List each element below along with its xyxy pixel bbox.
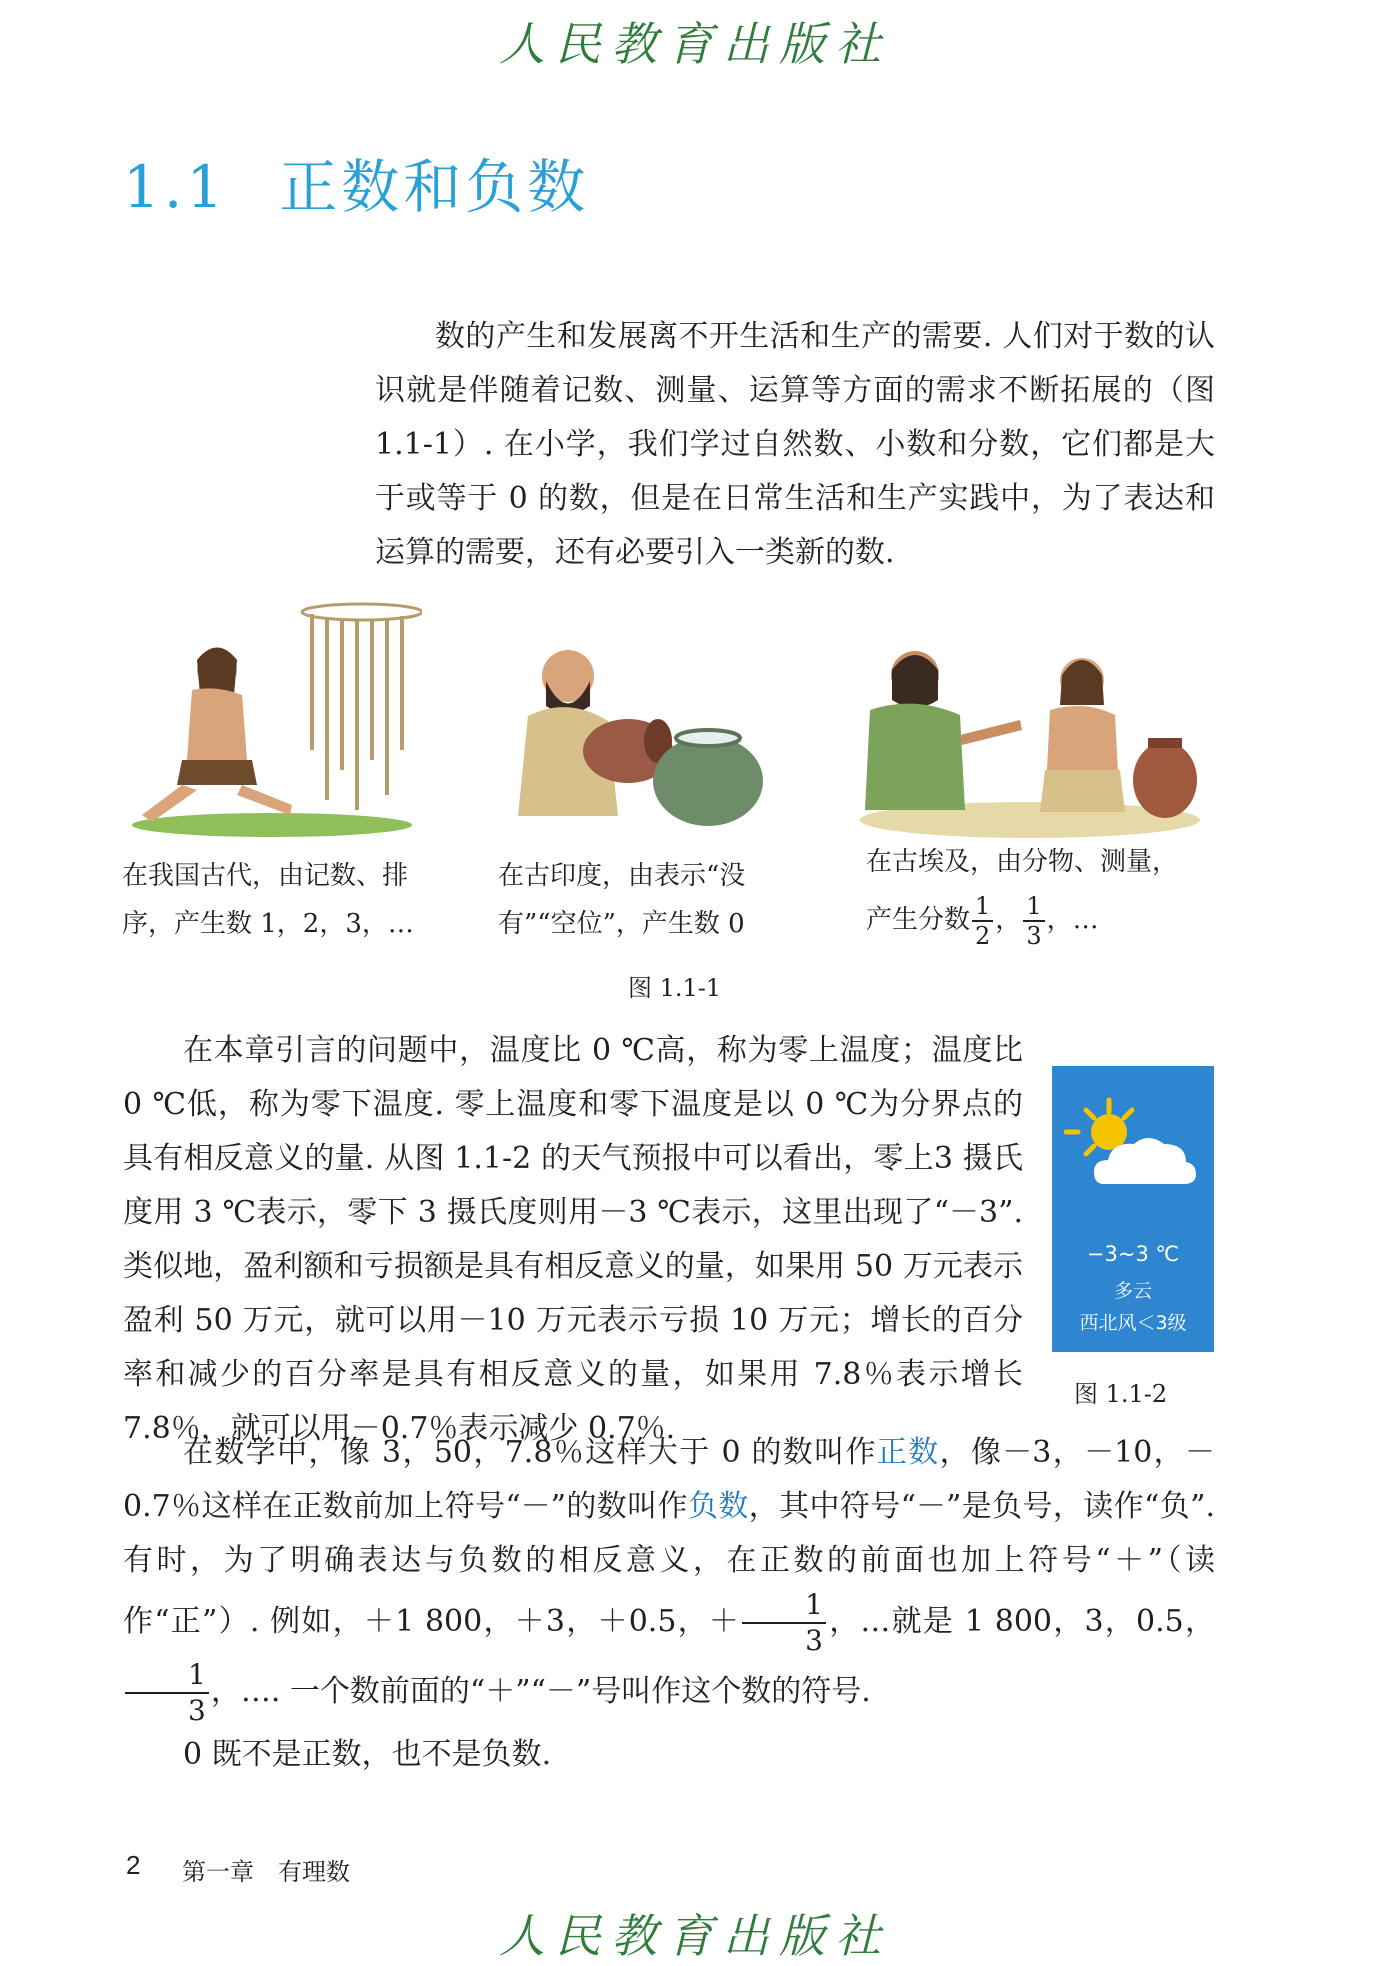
definition-section — [123, 1426, 1215, 1782]
illustration-indian-pots — [498, 636, 778, 836]
fraction-one-third: $\frac{1}{3}$ — [125, 1658, 209, 1728]
fraction-one-third: $\frac{1}{3}$ — [1023, 892, 1044, 950]
figure-label-2: 图 1.1-2 — [1074, 1380, 1168, 1408]
publisher-footer: 人民教育出版社 — [499, 1909, 891, 1963]
figure-label-1: 图 1.1-1 — [628, 974, 722, 1002]
weather-condition: 多云 — [1113, 1280, 1152, 1302]
temperature-paragraph: 在本章引言的问题中，温度比 0 ℃高，称为零上温度；温度比 0 ℃低，称为零下温度. 零上温度和零下温度是以 0 ℃为分界点的具有相反意义的量. 从图 1.1-2 的天气预报中可以看出，零上3 摄氏度用 3 ℃表示，零下 3 摄氏度则用－3 ℃表示，这里出现了“－3”. 类似地，盈利额和亏损额是具有相反意义的量，如果用 50 万元表示盈利 50 万元，就可以用－10 万元表示亏损 10 万元；增长的百分率和减少的百分率是具有相反意义的量，如果用 7.8％表示增长 7.8％，就可以用－0.7％表示减少 0.7％. — [123, 1033, 1023, 1446]
fraction-one-third: $\frac{1}{3}$ — [742, 1588, 826, 1658]
publisher-header: 人民教育出版社 — [499, 17, 891, 71]
fraction-one-half: $\frac{1}{2}$ — [972, 892, 993, 950]
partly-cloudy-icon — [1064, 1096, 1204, 1196]
term-positive-number: 正数 — [876, 1435, 940, 1470]
weather-temperature: −3~3 ℃ — [1086, 1242, 1180, 1266]
illustration-knot-counting — [122, 600, 422, 840]
term-negative-number: 负数 — [687, 1489, 749, 1524]
page-number: 2 — [126, 1850, 141, 1880]
section-title — [123, 140, 589, 224]
weather-forecast-card — [1052, 1066, 1214, 1352]
weather-wind: 西北风＜3级 — [1079, 1312, 1187, 1334]
intro-paragraph: 数的产生和发展离不开生活和生产的需要. 人们对于数的认识就是伴随着记数、测量、运算等方面的需求不断拓展的（图 1.1-1）. 在小学，我们学过自然数、小数和分数，它们都是大于或等于 0 的数，但是在日常生活和生产实践中，为了表达和运算的需要，还有必要引入一类新的数. — [375, 319, 1215, 570]
section-number: 1.1 — [123, 153, 228, 221]
definition-paragraph: 在数学中，像 3，50，7.8％这样大于 0 的数叫作正数，像－3，－10，－0.7％这样在正数前加上符号“－”的数叫作负数，其中符号“－”是负号，读作“负”. 有时，为了明确表达与负数的相反意义，在正数的前面也加上符号“＋”（读作“正”）. 例如，＋1 800，＋3，＋0.5，＋ $\frac{1}{3}$ ，…就是 1 800，3，0.5， $\frac{1}{3}$ ，…. 一个数前面的“＋”“－”号叫作这个数的符号. — [123, 1435, 1215, 1727]
illustration-egyptian-dividing — [850, 640, 1210, 840]
figure-caption-egypt: 在古埃及，由分物、测量， 产生分数 $\frac{1}{2}$ ， $\frac{1}{3}$ ，… — [866, 847, 1179, 950]
section-name: 正数和负数 — [279, 153, 590, 221]
figure-caption-india: 在古印度，由表示“没 有”“空位”，产生数 0 — [498, 861, 746, 939]
chapter-title: 第一章 有理数 — [182, 1858, 350, 1886]
figure-caption-china: 在我国古代，由记数、排 序，产生数 1，2，3，… — [122, 861, 414, 939]
zero-statement: 0 既不是正数，也不是负数. — [183, 1737, 552, 1772]
